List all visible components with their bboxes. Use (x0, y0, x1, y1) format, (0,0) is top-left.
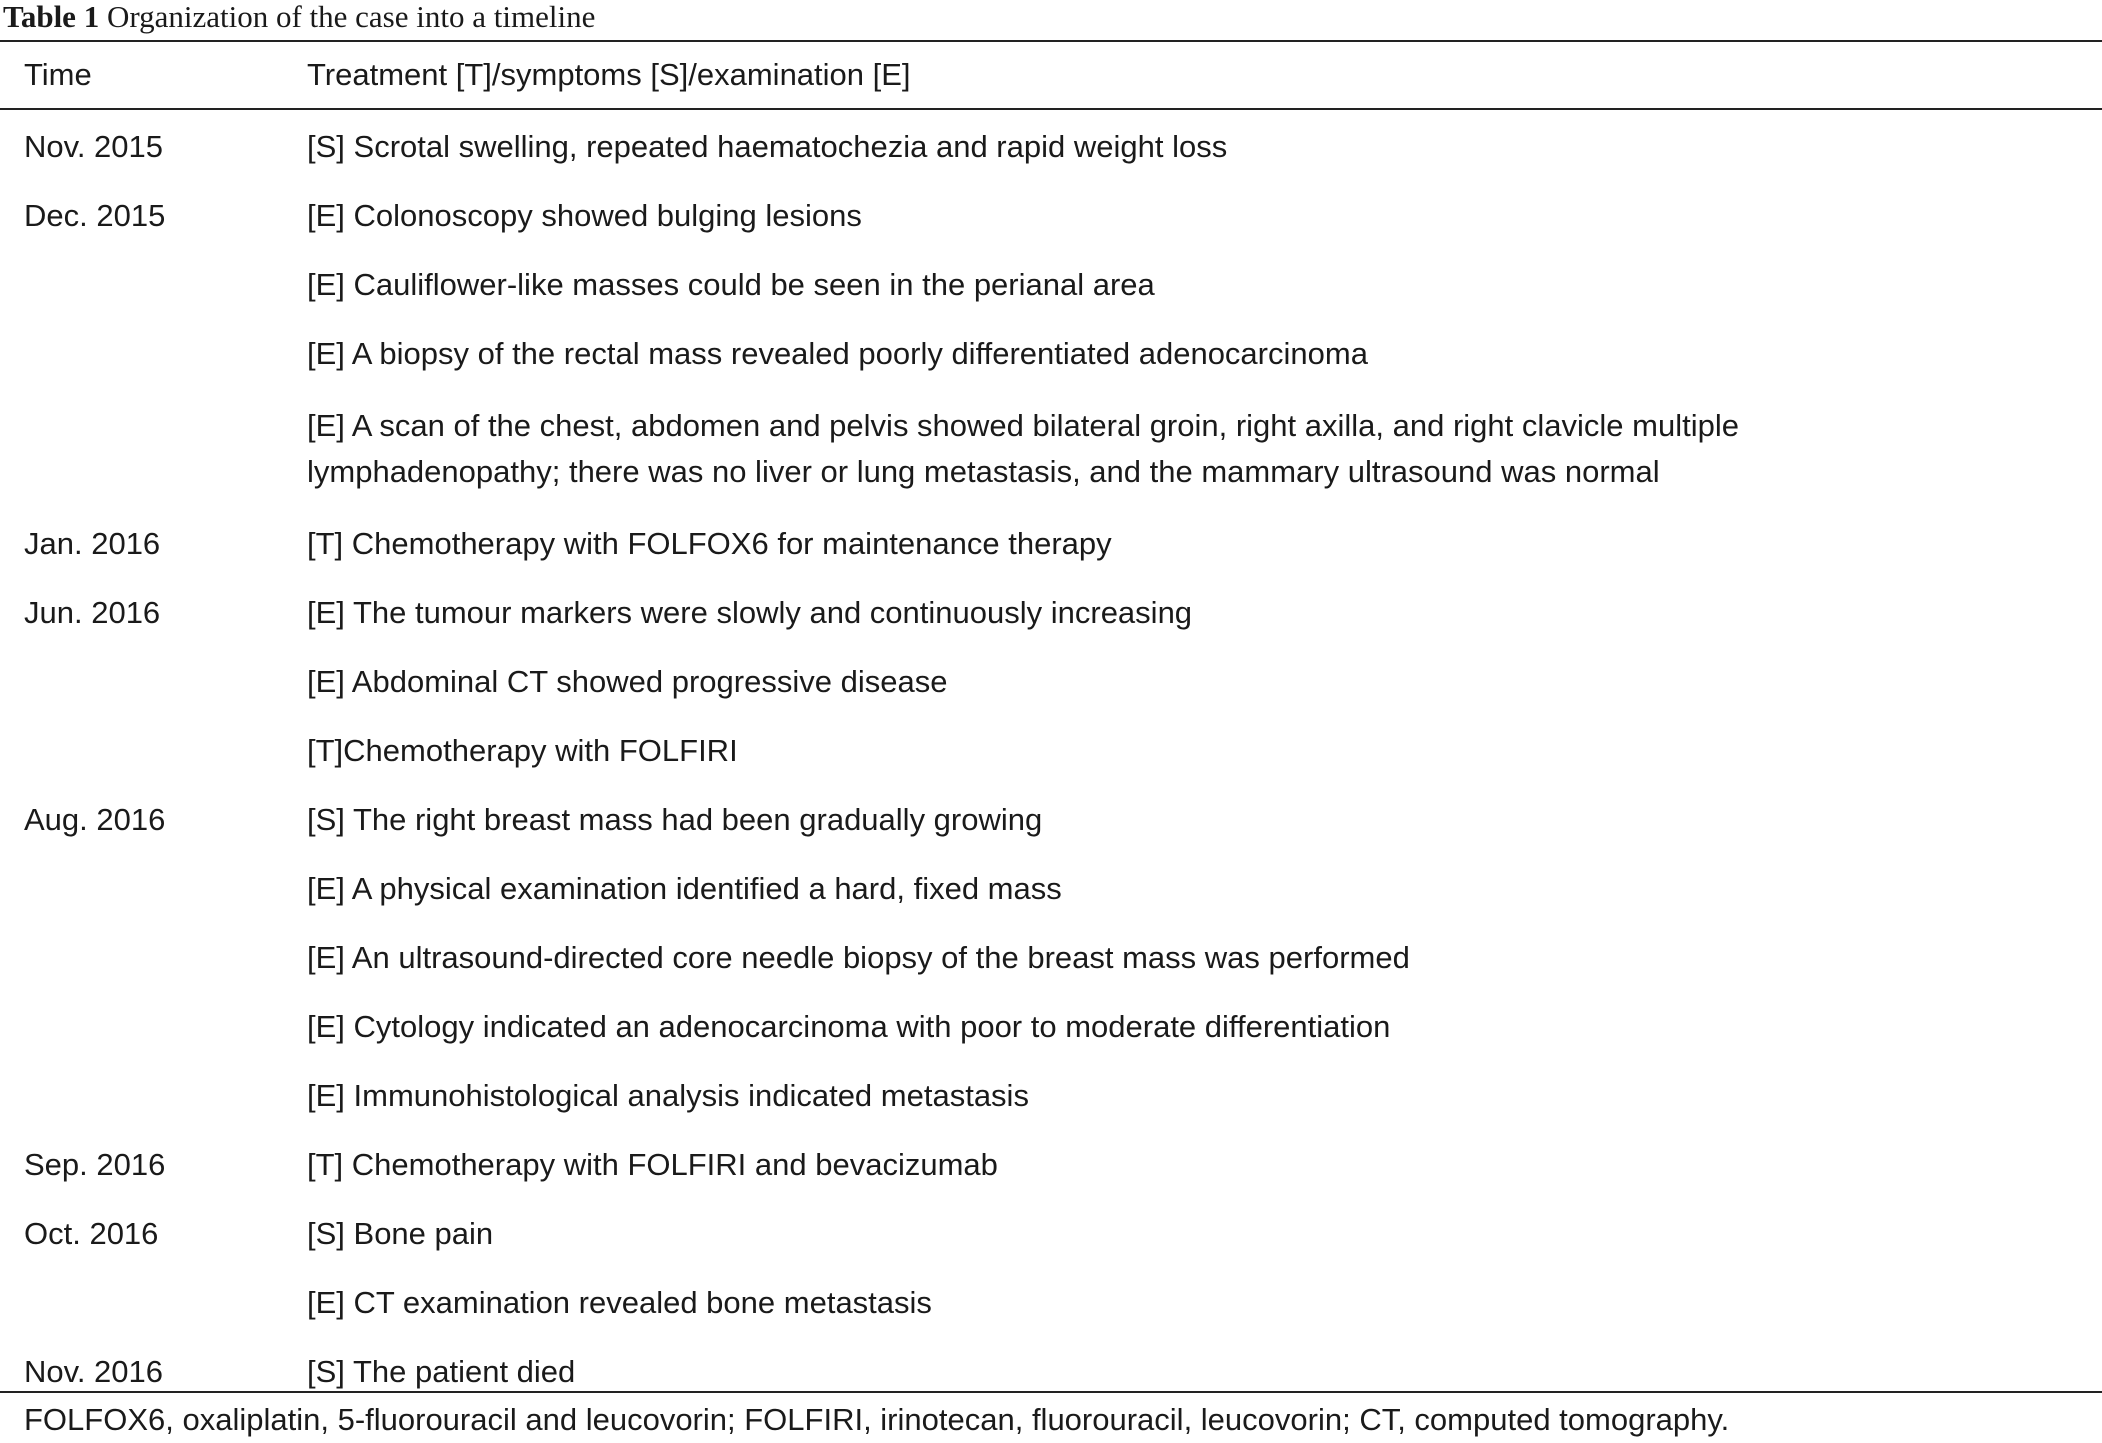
table-row (0, 1268, 2102, 1337)
cell-detail: [S] Scrotal swelling, repeated haematochezia and rapid weight loss (307, 129, 1228, 164)
table-row (0, 319, 2102, 388)
table-header-row (0, 42, 2102, 108)
table-footnote: FOLFOX6, oxaliplatin, 5-fluorouracil and leucovorin; FOLFIRI, irinotecan, fluorouracil, leucovorin; CT, computed tomography. (24, 1402, 1730, 1437)
table-row (0, 992, 2102, 1061)
table-row (0, 854, 2102, 923)
cell-detail: [T] Chemotherapy with FOLFIRI and bevacizumab (307, 1147, 998, 1182)
cell-time: Nov. 2015 (24, 129, 164, 164)
cell-detail: [E] Cauliflower-like masses could be seen in the perianal area (307, 267, 1155, 302)
table-row (0, 112, 2102, 181)
cell-detail: [E] The tumour markers were slowly and continuously increasing (307, 595, 1193, 630)
cell-detail: [S] Bone pain (307, 1216, 494, 1251)
cell-time: Sep. 2016 (24, 1147, 166, 1182)
cell-time: Jun. 2016 (24, 595, 161, 630)
cell-detail: [E] Abdominal CT showed progressive disease (307, 664, 948, 699)
table-row (0, 923, 2102, 992)
table-row (0, 181, 2102, 250)
cell-time: Nov. 2016 (24, 1354, 164, 1389)
table-caption (3, 0, 595, 34)
table-row (0, 716, 2102, 785)
cell-detail: [T]Chemotherapy with FOLFIRI (307, 733, 738, 768)
cell-detail: [E] Cytology indicated an adenocarcinoma with poor to moderate differentiation (307, 1009, 1391, 1044)
header-detail: Treatment [T]/symptoms [S]/examination [E] (307, 57, 911, 92)
cell-detail: [E] Colonoscopy showed bulging lesions (307, 198, 862, 233)
cell-detail: [E] A scan of the chest, abdomen and pelvis showed bilateral groin, right axilla, and right clavicle multiple lymphadenopathy; there was no liver or lung metastasis, and the mammary ultrasound was normal (307, 408, 1739, 489)
table-row (0, 250, 2102, 319)
table-row (0, 785, 2102, 854)
cell-detail: [E] Immunohistological analysis indicated metastasis (307, 1078, 1029, 1113)
header-time: Time (24, 57, 92, 92)
cell-time: Aug. 2016 (24, 802, 166, 837)
cell-detail: [E] An ultrasound-directed core needle biopsy of the breast mass was performed (307, 940, 1410, 975)
table-row (0, 388, 2102, 509)
cell-time: Dec. 2015 (24, 198, 166, 233)
table-caption-text: Organization of the case into a timeline (106, 0, 596, 34)
table-caption-label: Table 1 (3, 0, 100, 34)
table-header-rule (0, 108, 2102, 110)
table-bottom-rule (0, 1391, 2102, 1393)
table-body (0, 112, 2102, 1406)
cell-detail: [T] Chemotherapy with FOLFOX6 for maintenance therapy (307, 526, 1112, 561)
cell-detail: [S] The right breast mass had been gradually growing (307, 802, 1043, 837)
table-row (0, 1199, 2102, 1268)
cell-time: Jan. 2016 (24, 526, 161, 561)
table-row (0, 1337, 2102, 1406)
cell-detail: [E] A biopsy of the rectal mass revealed poorly differentiated adenocarcinoma (307, 336, 1368, 371)
table-row (0, 509, 2102, 578)
table-row (0, 647, 2102, 716)
cell-detail: [S] The patient died (307, 1354, 576, 1389)
cell-detail: [E] A physical examination identified a hard, fixed mass (307, 871, 1062, 906)
table-row (0, 578, 2102, 647)
table-row (0, 1061, 2102, 1130)
cell-time: Oct. 2016 (24, 1216, 159, 1251)
table-row (0, 1130, 2102, 1199)
cell-detail: [E] CT examination revealed bone metastasis (307, 1285, 932, 1320)
